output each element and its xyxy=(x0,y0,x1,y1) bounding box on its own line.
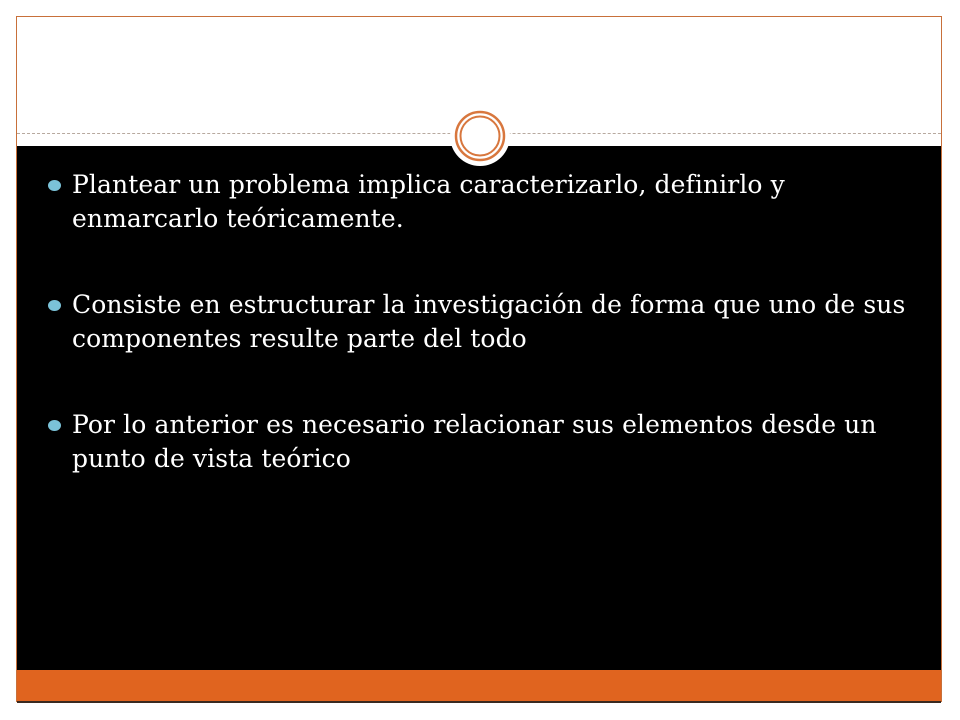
bullet-dot-icon xyxy=(48,180,61,191)
double-ring-icon xyxy=(450,106,510,166)
bullet-item xyxy=(48,288,928,356)
bullet-item xyxy=(48,168,928,236)
bullet-item xyxy=(48,408,928,476)
bullet-dot-icon xyxy=(48,300,61,311)
footer-accent-bar xyxy=(17,670,941,701)
bullet-text: Por lo anterior es necesario relacionar sus elementos desde un punto de vista teórico xyxy=(72,410,877,473)
footer-line xyxy=(17,701,941,703)
bullet-text: Consiste en estructurar la investigación de forma que uno de sus componentes resulte parte del todo xyxy=(72,290,906,353)
bullet-dot-icon xyxy=(48,420,61,431)
bullet-list xyxy=(48,168,928,528)
bullet-text: Plantear un problema implica caracterizarlo, definirlo y enmarcarlo teóricamente. xyxy=(72,170,785,233)
